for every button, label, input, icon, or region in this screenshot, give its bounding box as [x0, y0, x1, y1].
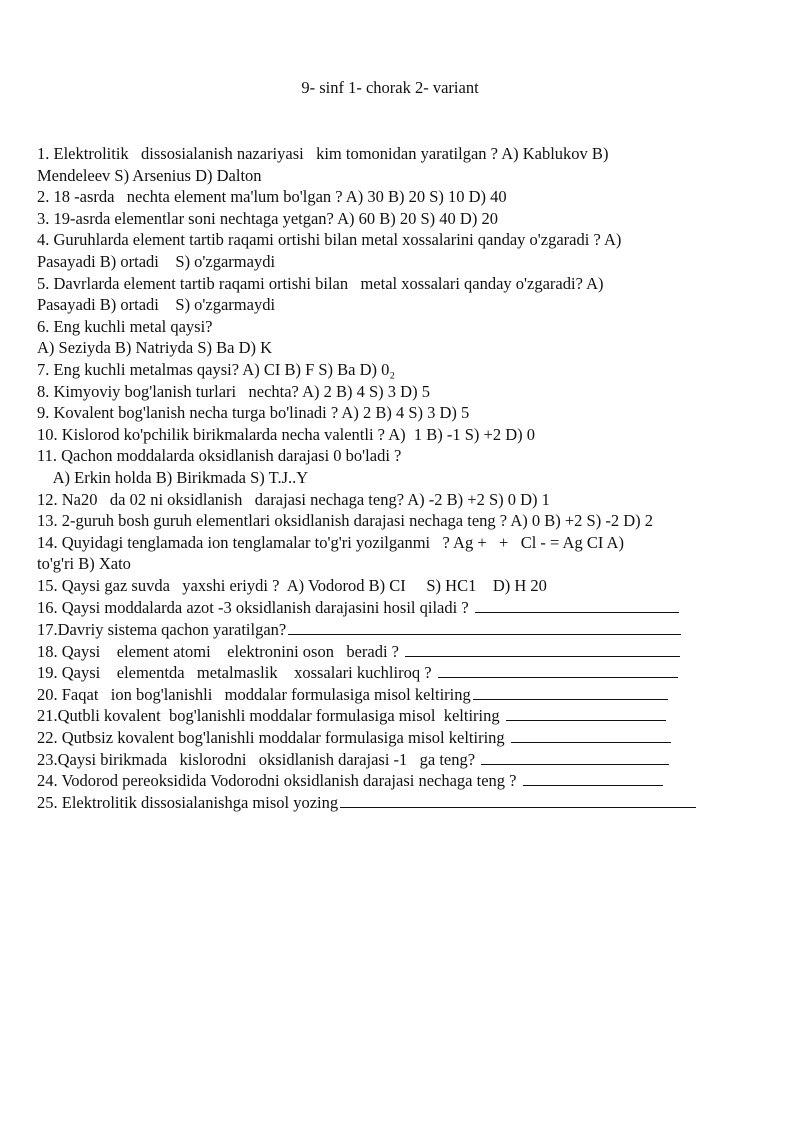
question-7 — [37, 359, 767, 381]
question-list — [37, 143, 767, 812]
line-text: 20. Faqat ion bog'lanishli moddalar formulasiga misol keltiring — [37, 684, 471, 704]
question-5-line-2 — [37, 294, 767, 316]
line-text: 8. Kimyoviy bog'lanish turlari nechta? A) 2 B) 4 S) 3 D) 5 — [37, 381, 430, 401]
question-18 — [37, 640, 767, 662]
question-20 — [37, 683, 767, 705]
question-14-line-2 — [37, 553, 767, 575]
line-text: 25. Elektrolitik dissosialanishga misol yozing — [37, 792, 339, 812]
line-text: 5. Davrlarda element tartib raqami ortishi bilan metal xossalari qanday o'zgaradi? A) — [37, 273, 604, 293]
question-23 — [37, 748, 767, 770]
question-9 — [37, 402, 767, 424]
line-text: 13. 2-guruh bosh guruh elementlari oksidlanish darajasi nechaga teng ? A) 0 B) +2 S) -2 D) 2 — [37, 511, 653, 531]
line-text: 9. Kovalent bog'lanish necha turga bo'linadi ? A) 2 B) 4 S) 3 D) 5 — [37, 403, 470, 423]
question-24 — [37, 769, 767, 791]
line-text: 22. Qutbsiz kovalent bog'lanishli moddalar formulasiga misol keltiring — [37, 728, 509, 748]
line-text: 11. Qachon moddalarda oksidlanish darajasi 0 bo'ladi ? — [37, 446, 402, 466]
answer-blank[interactable] — [523, 769, 663, 786]
question-4-line-2 — [37, 251, 767, 273]
question-4-line-1 — [37, 229, 767, 251]
answer-blank[interactable] — [288, 618, 681, 635]
question-1-line-1 — [37, 143, 767, 165]
line-text: Pasayadi B) ortadi S) o'zgarmaydi — [37, 295, 276, 315]
line-text: 24. Vodorod pereoksidida Vodorodni oksidlanish darajasi nechaga teng ? — [37, 771, 521, 791]
line-text: 15. Qaysi gaz suvda yaxshi eriydi ? A) Vodorod B) CI S) HC1 D) H 20 — [37, 575, 547, 595]
line-text: 3. 19-asrda elementlar soni nechtaga yetgan? A) 60 B) 20 S) 40 D) 20 — [37, 208, 498, 228]
question-2 — [37, 186, 767, 208]
line-text: 18. Qaysi element atomi elektronini oson beradi ? — [37, 641, 404, 661]
question-22 — [37, 726, 767, 748]
question-21 — [37, 704, 767, 726]
question-6-line-2 — [37, 337, 767, 359]
answer-blank[interactable] — [475, 596, 679, 613]
line-text: 12. Na20 da 02 ni oksidlanish darajasi nechaga teng? A) -2 B) +2 S) 0 D) 1 — [37, 489, 550, 509]
question-15 — [37, 575, 767, 597]
question-17 — [37, 618, 767, 640]
question-19 — [37, 661, 767, 683]
line-text: to'g'ri B) Xato — [37, 554, 131, 574]
question-8 — [37, 381, 767, 403]
question-12 — [37, 489, 767, 511]
answer-blank[interactable] — [481, 748, 669, 765]
line-text: 6. Eng kuchli metal qaysi? — [37, 316, 213, 336]
question-13 — [37, 510, 767, 532]
line-text: 14. Quyidagi tenglamada ion tenglamalar to'g'ri yozilganmi ? Ag + + Cl - = Ag CI A) — [37, 532, 624, 552]
line-text: 1. Elektrolitik dissosialanish nazariyasi kim tomonidan yaratilgan ? A) Kablukov B) — [37, 144, 609, 163]
question-14-line-1 — [37, 532, 767, 554]
line-text: Mendeleev S) Arsenius D) Dalton — [37, 165, 262, 185]
line-text: 19. Qaysi elementda metalmaslik xossalari kuchliroq ? — [37, 663, 436, 683]
line-text: A) Seziyda B) Natriyda S) Ba D) K — [37, 338, 273, 358]
answer-blank[interactable] — [511, 726, 671, 743]
answer-blank[interactable] — [405, 640, 680, 657]
question-11-line-2 — [37, 467, 767, 489]
line-text: 23.Qaysi birikmada kislorodni oksidlanish darajasi -1 ga teng? — [37, 749, 480, 769]
question-6-line-1 — [37, 316, 767, 338]
question-1-line-2 — [37, 165, 767, 187]
line-text: 16. Qaysi moddalarda azot -3 oksidlanish darajasini hosil qiladi ? — [37, 598, 473, 618]
line-text: 2. 18 -asrda nechta element ma'lum bo'lgan ? A) 30 B) 20 S) 10 D) 40 — [37, 187, 507, 207]
line-text: 10. Kislorod ko'pchilik birikmalarda necha valentli ? A) 1 B) -1 S) +2 D) 0 — [37, 424, 536, 444]
answer-blank[interactable] — [506, 704, 666, 721]
line-text: 7. Eng kuchli metalmas qaysi? A) CI B) F S) Ba D) 0₂ — [37, 359, 396, 379]
page-title: 9- sinf 1- chorak 2- variant — [301, 78, 479, 97]
line-text: 4. Guruhlarda element tartib raqami ortishi bilan metal xossalarini qanday o'zgaradi ? A) — [37, 230, 622, 250]
line-text: A) Erkin holda B) Birikmada S) T.J..Y — [37, 467, 309, 487]
line-text: 17.Davriy sistema qachon yaratilgan? — [37, 620, 287, 640]
question-5-line-1 — [37, 273, 767, 295]
question-3 — [37, 208, 767, 230]
question-25 — [37, 791, 767, 813]
answer-blank[interactable] — [438, 661, 678, 678]
question-10 — [37, 424, 767, 446]
line-text: Pasayadi B) ortadi S) o'zgarmaydi — [37, 251, 276, 271]
question-16 — [37, 596, 767, 618]
answer-blank[interactable] — [473, 683, 668, 700]
line-text: 21.Qutbli kovalent bog'lanishli moddalar formulasiga misol keltiring — [37, 706, 504, 726]
answer-blank[interactable] — [340, 791, 696, 808]
question-11-line-1 — [37, 445, 767, 467]
